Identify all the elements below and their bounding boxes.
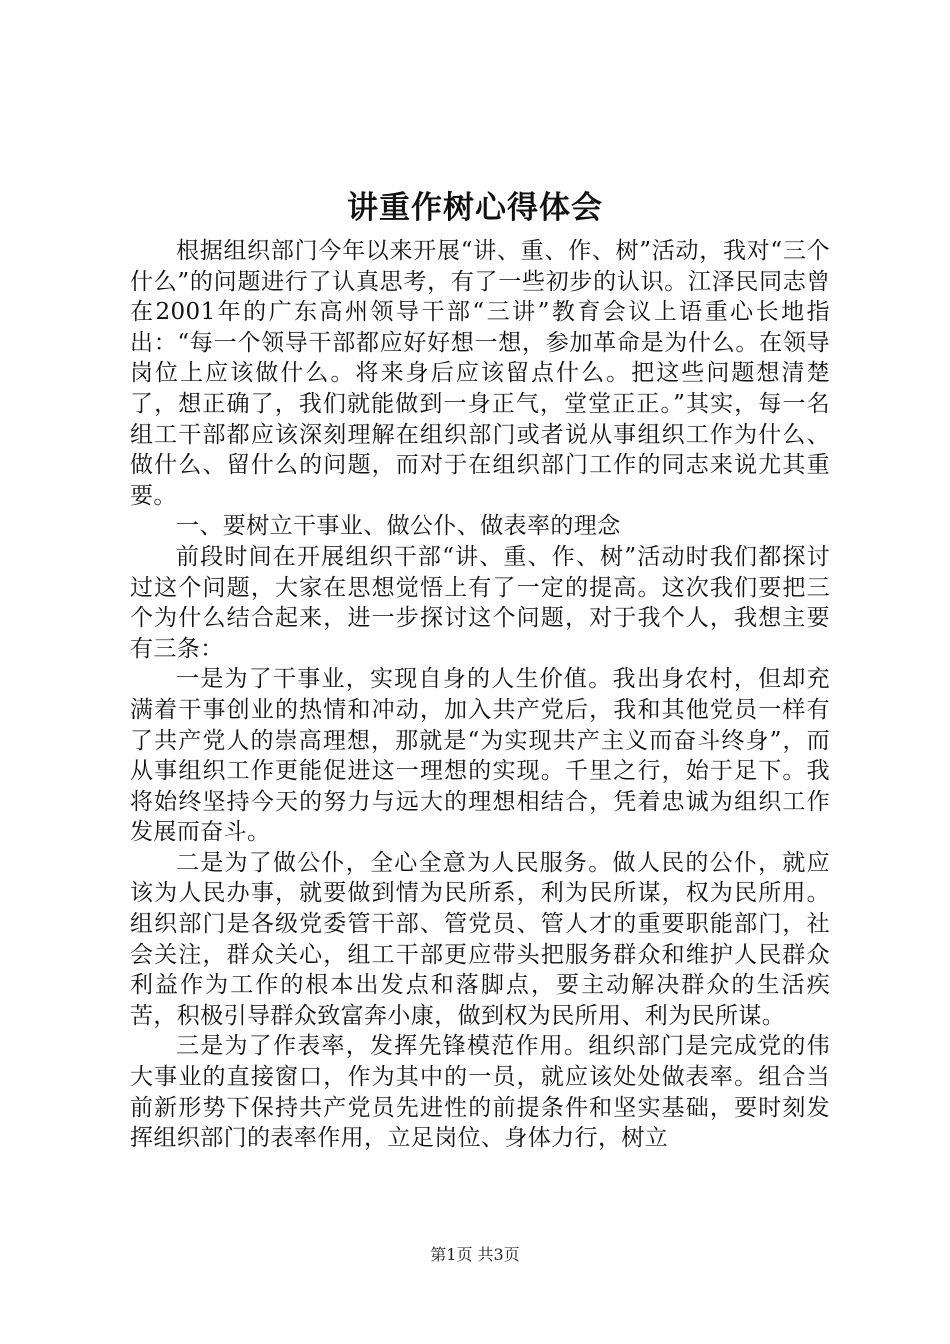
document-title: 讲重作树心得体会 <box>347 190 603 226</box>
paragraph: 二是为了做公仆，全心全意为人民服务。做人民的公仆，就应该为人民办事，就要做到情为民所系，利为民所谋，权为民所用。组织部门是各级党委管干部、管党员、管人才的重要职能部门，社会关注，群众关心，组工干部更应带头把服务群众和维护人民群众利益作为工作的根本出发点和落脚点，要主动解决群众的生活疾苦，积极引导群众致富奔小康，做到权为民所用、利为民所谋。 <box>130 849 830 1029</box>
paragraph: 根据组织部门今年以来开展“讲、重、作、树”活动，我对“三个什么”的问题进行了认真思考，有了一些初步的认识。江泽民同志曾在2001年的广东高州领导干部“三讲”教育会议上语重心长地指出：“每一个领导干部都应好好想一想，参加革命是为什么。在领导岗位上应该做什么。将来身后应该留点什么。把这些问题想清楚了，想正确了，我们就能做到一身正气，堂堂正正。”其实，每一名组工干部都应该深刻理解在组织部门或者说从事组织工作为什么、做什么、留什么的问题，而对于在组织部门工作的同志来说尤其重要。 <box>130 238 830 509</box>
document-body <box>130 236 830 1154</box>
paragraph: 三是为了作表率，发挥先锋模范作用。组织部门是完成党的伟大事业的直接窗口，作为其中的一员，就应该处处做表率。组合当前新形势下保持共产党员先进性的前提条件和坚实基础，要时刻发挥组织部门的表率作用，立足岗位、身体力行，树立 <box>130 1033 830 1152</box>
page-number-footer: 第1页 共3页 <box>430 1245 520 1264</box>
section-heading: 一、要树立干事业、做公仆、做表率的理念 <box>176 513 621 540</box>
paragraph: 一是为了干事业，实现自身的人生价值。我出身农村，但却充满着干事创业的热情和冲动，加入共产党后，我和其他党员一样有了共产党人的崇高理想，那就是“为实现共产主义而奋斗终身”，而从事组织工作更能促进这一理想的实现。千里之行，始于足下。我将始终坚持今天的努力与远大的理想相结合，凭着忠诚为组织工作发展而奋斗。 <box>130 666 830 846</box>
paragraph: 前段时间在开展组织干部“讲、重、作、树”活动时我们都探讨过这个问题，大家在思想觉悟上有了一定的提高。这次我们要把三个为什么结合起来，进一步探讨这个问题，对于我个人，我想主要有三条： <box>130 543 830 662</box>
